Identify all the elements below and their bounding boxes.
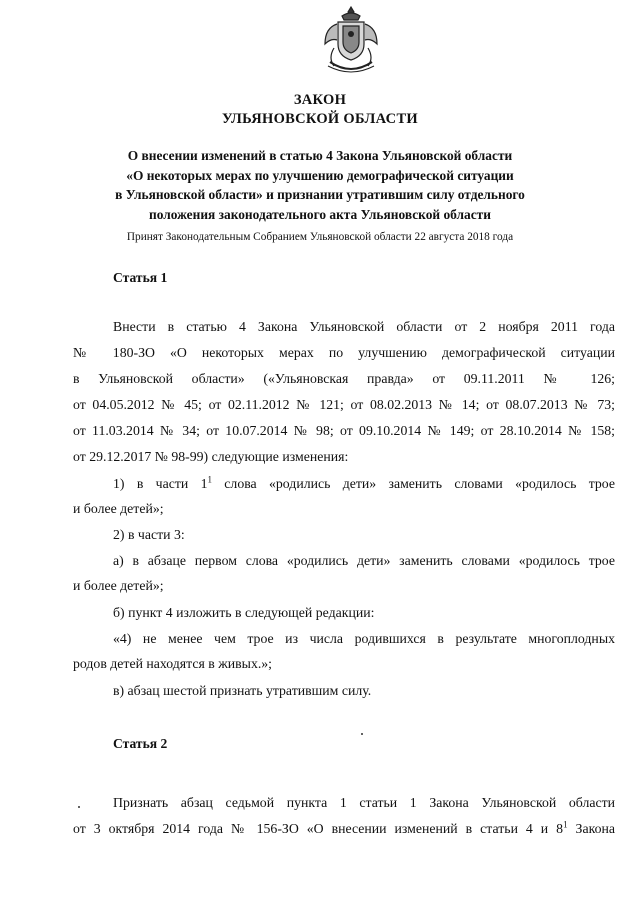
scan-speck	[78, 806, 80, 808]
item-2b-quote: «4) не менее чем трое из числа родившихся в результате многоплодных	[113, 631, 615, 646]
item-2a-cont: и более детей»;	[73, 578, 164, 593]
body-line: в Ульяновской области» («Ульяновская правда» от 09.11.2011 № 126;	[73, 371, 615, 386]
body-line: от 29.12.2017 № 98-99) следующие изменения:	[73, 449, 349, 464]
item-2c: в) абзац шестой признать утратившим силу.	[113, 683, 372, 698]
item-2: 2) в части 3:	[113, 527, 185, 542]
item-2b: б) пункт 4 изложить в следующей редакции:	[113, 605, 375, 620]
body-line: Внести в статью 4 Закона Ульяновской области от 2 ноября 2011 года	[113, 319, 615, 334]
item-1	[113, 474, 615, 494]
document-subtitle	[80, 146, 560, 224]
item-2b-quote-cont: родов детей находятся в живых.»;	[73, 656, 273, 671]
subtitle-line: «О некоторых мерах по улучшению демографической ситуации	[126, 167, 514, 183]
document-region: УЛЬЯНОВСКОЙ ОБЛАСТИ	[221, 111, 419, 127]
coat-of-arms-icon	[318, 4, 384, 76]
scan-speck	[361, 733, 363, 735]
article-2-line-end: Закона	[567, 821, 616, 836]
body-line: Признать абзац седьмой пункта 1 статьи 1 Закона Ульяновской области	[113, 795, 615, 810]
body-line: № 180-ЗО «О некоторых мерах по улучшению демографической ситуации	[73, 345, 615, 360]
subtitle-line: положения законодательного акта Ульяновской области	[149, 206, 491, 222]
superscript: 1	[207, 474, 212, 485]
body-line: от 04.05.2012 № 45; от 02.11.2012 № 121; от 08.02.2013 № 14; от 08.07.2013 № 73;	[73, 397, 615, 412]
document-type: ЗАКОН	[293, 92, 347, 108]
superscript: 1	[563, 819, 568, 830]
body-line: от 11.03.2014 № 34; от 10.07.2014 № 98; от 09.10.2014 № 149; от 28.10.2014 № 158;	[73, 423, 615, 438]
body-line	[73, 819, 615, 839]
item-2a: а) в абзаце первом слова «родились дети» заменить словами «родилось трое	[113, 553, 615, 568]
subtitle-line: в Ульяновской области» и признании утратившим силу отдельного	[115, 187, 525, 202]
article-1-heading: Статья 1	[113, 270, 168, 285]
article-2-line-start: от 3 октября 2014 года № 156-ЗО «О внесении изменений в статьи 4 и 8	[73, 821, 564, 836]
article-2-heading: Статья 2	[113, 736, 168, 751]
item-1-start: 1) в части 1	[113, 476, 208, 491]
adoption-note: Принят Законодательным Собранием Ульяновской области 22 августа 2018 года	[126, 231, 514, 243]
item-1-cont: и более детей»;	[73, 501, 164, 516]
subtitle-line: О внесении изменений в статью 4 Закона Ульяновской области	[127, 148, 513, 163]
item-1-end: слова «родились дети» заменить словами «родилось трое	[211, 476, 615, 491]
